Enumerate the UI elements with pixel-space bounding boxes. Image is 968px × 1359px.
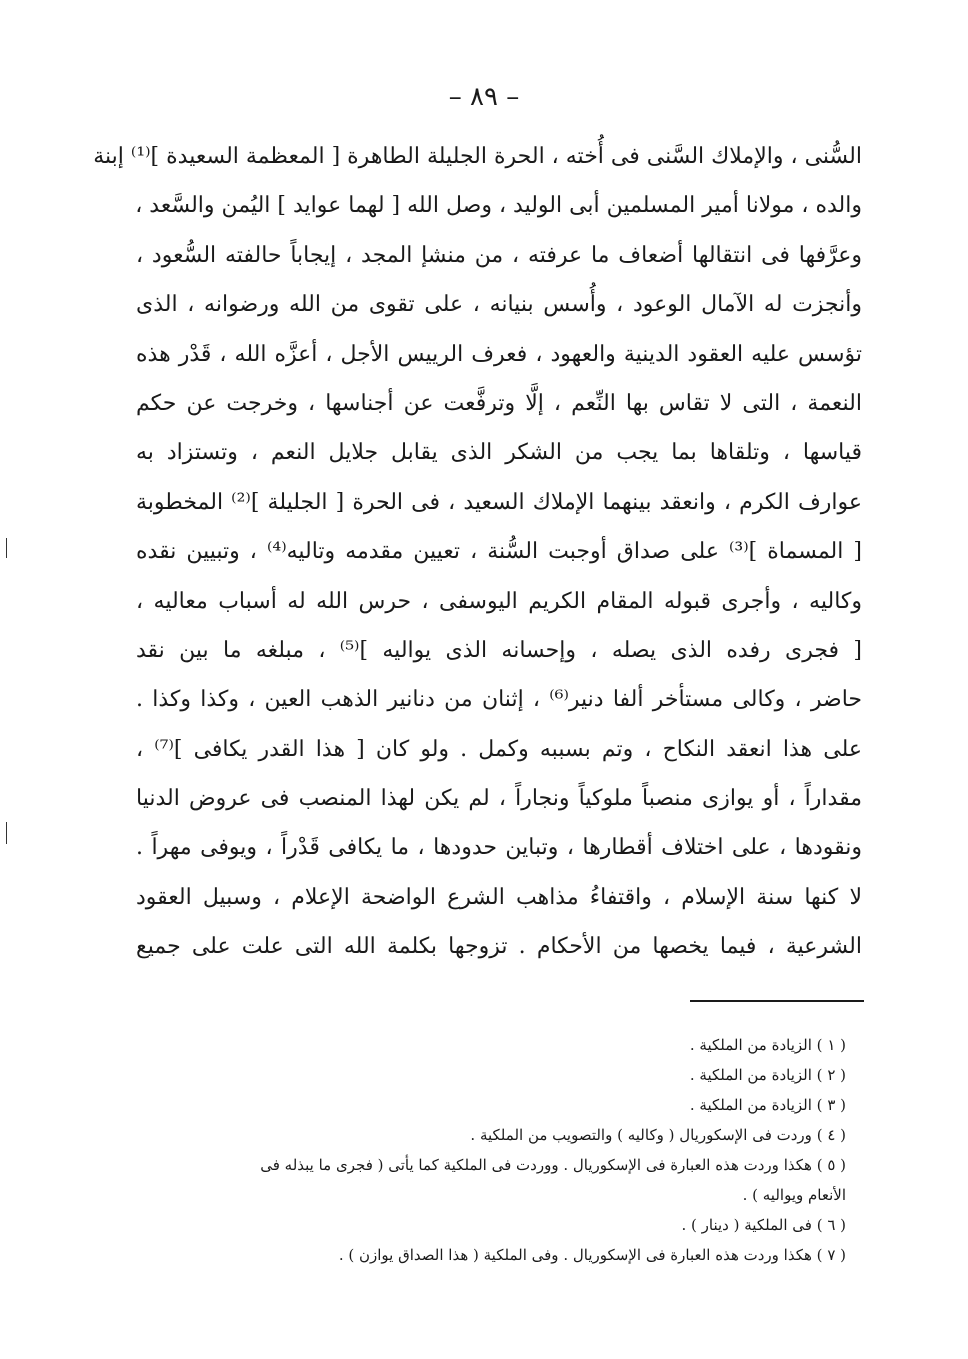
text-line: لا كنها سنة الإسلام ، واقتفاءُ مذاهب الشرع الواضحة الإعلام ، وسبيل العقود bbox=[136, 884, 862, 910]
footnote-separator bbox=[690, 1000, 864, 1002]
page-number: – ٨٩ – bbox=[448, 82, 520, 112]
text-line: [ المسماة ]⁽³⁾ على صداق أوجبت السُّنة ، تعيين مقدمه وتاليه⁽⁴⁾ ، وتبيين نقده bbox=[136, 539, 862, 565]
footnote-continuation: الأنعام ويواليه ) . bbox=[742, 1186, 846, 1204]
text-line: النعمة ، التى لا تقاس بها النِّعم ، إلَّا وترفَّعت عن أجناسها ، وخرجت عن حكم bbox=[136, 390, 862, 416]
footnotes bbox=[140, 1030, 846, 1270]
text-line: قياسها ، وتلقاها بما يجب من الشكر الذى يقابل جلايل النعم ، وتستزاد به bbox=[136, 440, 862, 466]
text-line: الشرعية ، فيما يخصها من الأحكام . تزوجها بكلمة الله التى علت على جميع bbox=[136, 934, 862, 960]
text-line: ونقودها ، على اختلاف أقطارها ، وتباين حدودها ، ما يكافى قَدْراً ، ويوفى مهراً . bbox=[136, 835, 862, 861]
body-text bbox=[93, 132, 862, 972]
text-line: تؤسس عليه العقود الدينية والعهود ، فعرف الرييس الأجل ، أعزَّه الله ، قَدْر هذه bbox=[136, 341, 862, 367]
footnote: ( ٣ ) الزيادة من الملكية . bbox=[689, 1096, 846, 1114]
footnote: ( ٥ ) هكذا وردت هذه العبارة فى الإسكوريال . ووردت فى الملكية كما يأتى ( فجرى ما يبذله فى bbox=[260, 1156, 846, 1174]
footnote: ( ٤ ) وردت فى الإسكوريال ( وكاليه ) والتصويب من الملكية . bbox=[470, 1126, 846, 1144]
text-line: مقداراً ، أو يوازى منصباً ملوكياً ونجاراً ، لم يكن لهذا المنصب فى عروض الدنيا bbox=[136, 786, 862, 812]
text-line: على هذا انعقد النكاح ، وتم بسببه وكمل . ولو كان [ هذا القدر يكافى ]⁽⁷⁾ ، bbox=[136, 736, 862, 762]
text-line: والده ، مولانا أمير المسلمين أبى الوليد ، وصل الله [ لهما عوايد ] اليُمن والسَّعد ، bbox=[135, 193, 862, 219]
text-line: عوارف الكرم ، وانعقد بينهما الإملاك السعيد ، فى الحرة [ الجليلة ]⁽²⁾ المخطوبة bbox=[136, 489, 862, 515]
text-line: وكاليه ، وأجرى قبوله المقام الكريم اليوسفى ، حرس الله له أسباب معاليه ، bbox=[136, 588, 862, 614]
text-line: حاضر ، وكالى مستأخر ألفا دنير⁽⁶⁾ ، إثنان من دنانير الذهب العين ، وكذا وكذا . bbox=[136, 687, 862, 713]
footnote: ( ١ ) الزيادة من الملكية . bbox=[689, 1036, 846, 1054]
scan-margin-mark bbox=[6, 822, 7, 844]
footnote: ( ٦ ) فى الملكية ( دينار ) . bbox=[681, 1216, 846, 1234]
text-line: وأنجزت له الآمال الوعود ، وأُسس بنيانه ، على تقوى من الله ورضوانه ، الذى bbox=[136, 292, 862, 318]
footnote: ( ٧ ) هكذا وردت هذه العبارة فى الإسكوريال . وفى الملكية ( هذا الصداق يوازن ) . bbox=[338, 1246, 846, 1264]
footnote: ( ٢ ) الزيادة من الملكية . bbox=[689, 1066, 846, 1084]
scan-margin-mark bbox=[6, 538, 7, 558]
text-line: [ فجرى رفده الذى يصله ، وإحسانه الذى يواليه ]⁽⁵⁾ ، مبلغه ما بين نقد bbox=[136, 637, 862, 663]
text-line: وعرَّفها فى انتقالها أضعاف ما عرفته ، من منشإ المجد ، إيجاباً حالفته السُّعود ، bbox=[136, 242, 862, 268]
text-line: السُّنى ، والإملاك السَّنى فى أُخته ، الحرة الجليلة الطاهرة [ المعظمة السعيدة ]⁽¹⁾ إبنة bbox=[93, 144, 862, 169]
